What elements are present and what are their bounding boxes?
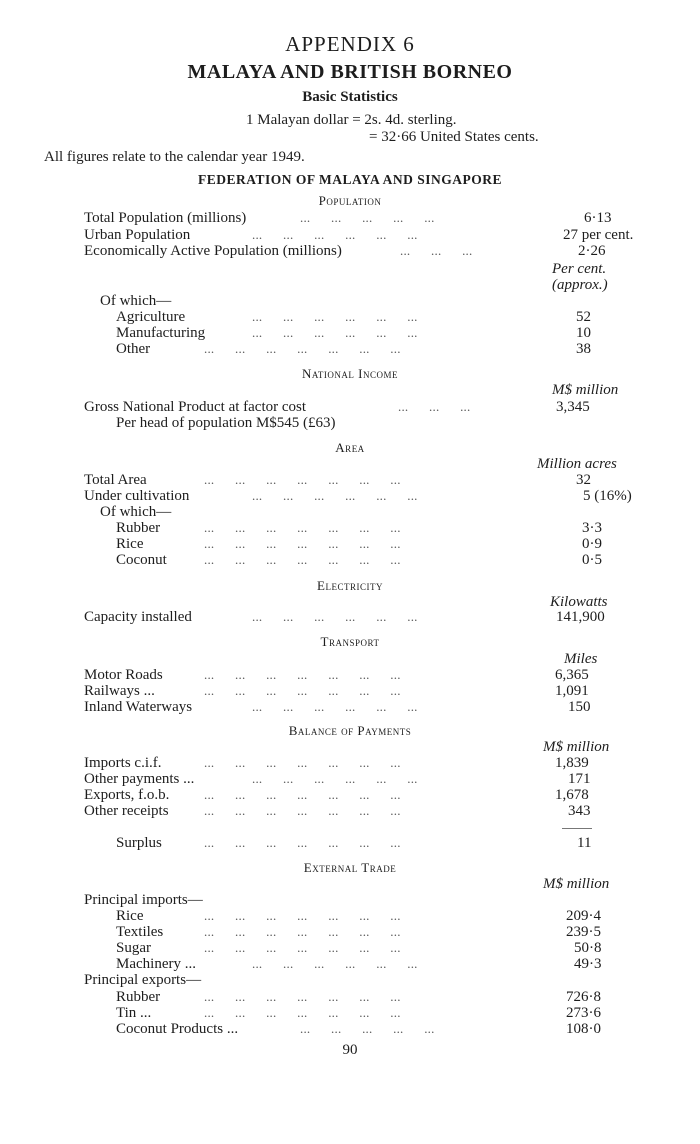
leader-dots: ... ... ... ... ... ... ... (204, 1005, 401, 1020)
appendix-label: APPENDIX 6 (285, 32, 415, 56)
leader-dots: ... ... ... ... ... ... ... (204, 683, 401, 698)
of-which-label: Of which— (100, 504, 172, 520)
import-row-label: Rice (116, 908, 144, 924)
transport-heading: Transport (320, 634, 380, 649)
total-population-value: 6·13 (584, 210, 612, 226)
leader-dots: ... ... ... ... ... ... ... (204, 940, 401, 955)
cultivation-value: 5 (16%) (583, 488, 632, 504)
national-income-heading: National Income (302, 366, 398, 381)
principal-exports-label: Principal exports— (84, 972, 202, 988)
population-row-value: 52 (576, 309, 591, 325)
population-row-value: 10 (576, 325, 591, 341)
leader-dots: ... ... ... ... ... ... (252, 699, 418, 714)
import-row-value: 49·3 (574, 956, 602, 972)
leader-dots: ... ... ... ... ... ... ... (204, 835, 401, 850)
capacity-label: Capacity installed (84, 609, 192, 625)
export-row-label: Rubber (116, 989, 161, 1005)
transport-row-label: Inland Waterways (84, 699, 193, 715)
unit-m-million: M$ million (552, 382, 619, 398)
surplus-value: 11 (577, 835, 592, 851)
payments-row-label: Other payments ... (84, 771, 195, 787)
import-row-label: Machinery ... (116, 956, 196, 972)
page-number: 90 (342, 1042, 358, 1058)
principal-imports-label: Principal imports— (84, 892, 203, 908)
leader-dots: ... ... ... ... ... ... (252, 956, 418, 971)
region-heading: FEDERATION OF MALAYA AND SINGAPORE (197, 172, 503, 187)
urban-population-value: 27 per cent. (563, 227, 634, 243)
transport-row-value: 1,091 (555, 683, 589, 699)
leader-dots: ... ... ... ... ... ... ... (204, 520, 401, 535)
payments-row-value: 343 (568, 803, 591, 819)
population-row-label: Manufacturing (116, 325, 206, 341)
surplus-label: Surplus (116, 835, 162, 851)
leader-dots: ... ... ... ... ... ... ... (204, 787, 401, 802)
unit-per-cent: Per cent. (552, 261, 607, 277)
payments-row-label: Other receipts (84, 803, 169, 819)
leader-dots: ... ... ... ... ... ... (252, 325, 418, 340)
leader-dots: ... ... ... ... ... ... ... (204, 552, 401, 567)
leader-dots: ... ... ... ... ... ... (252, 771, 418, 786)
export-row-label: Coconut Products ... (116, 1021, 239, 1037)
urban-population-label: Urban Population (84, 227, 191, 243)
import-row-value: 209·4 (566, 908, 601, 924)
leader-dots: ... ... ... ... ... ... ... (204, 472, 401, 487)
note: All figures relate to the calendar year 1949. (44, 149, 305, 165)
unit-kilowatts: Kilowatts (550, 594, 608, 610)
population-row-label: Agriculture (116, 309, 186, 325)
subtitle: Basic Statistics (302, 89, 398, 105)
leader-dots: ... ... ... ... ... ... ... (204, 755, 401, 770)
leader-dots: ... ... ... ... ... ... ... (204, 908, 401, 923)
unit-approx: (approx.) (552, 277, 608, 293)
active-population-value: 2·26 (578, 243, 606, 259)
cultivation-label: Under cultivation (84, 488, 190, 504)
electricity-heading: Electricity (317, 578, 383, 593)
population-heading: Population (318, 193, 382, 208)
payments-row-label: Exports, f.o.b. (84, 787, 170, 803)
active-population-label: Economically Active Population (millions) (84, 243, 342, 259)
transport-row-label: Railways ... (84, 683, 155, 699)
area-row-value: 3·3 (582, 520, 602, 536)
import-row-value: 239·5 (566, 924, 601, 940)
leader-dots: ... ... ... (398, 399, 471, 414)
currency-line-2: = 32·66 United States cents. (369, 129, 539, 145)
leader-dots: ... ... ... ... ... (300, 210, 435, 225)
unit-m-million: M$ million (543, 739, 610, 755)
unit-million-acres: Million acres (537, 456, 617, 472)
transport-row-value: 6,365 (555, 667, 589, 683)
export-row-value: 108·0 (566, 1021, 601, 1037)
payments-row-value: 171 (568, 771, 591, 787)
sum-rule (562, 828, 592, 829)
transport-row-value: 150 (568, 699, 591, 715)
leader-dots: ... ... ... ... ... ... ... (204, 667, 401, 682)
transport-row-label: Motor Roads (84, 667, 163, 683)
total-area-label: Total Area (84, 472, 147, 488)
gnp-value: 3,345 (556, 399, 590, 415)
leader-dots: ... ... ... ... ... (300, 1021, 435, 1036)
area-row-label: Rice (116, 536, 144, 552)
balance-of-payments-heading: Balance of Payments (288, 723, 412, 738)
unit-m-million: M$ million (543, 876, 610, 892)
population-row-label: Other (116, 341, 151, 357)
export-row-value: 273·6 (566, 1005, 601, 1021)
gnp-label: Gross National Product at factor cost (84, 399, 307, 415)
leader-dots: ... ... ... ... ... ... ... (204, 341, 401, 356)
leader-dots: ... ... ... ... ... ... ... (204, 536, 401, 551)
page-title: MALAYA AND BRITISH BORNEO (187, 61, 513, 83)
of-which-label: Of which— (100, 293, 172, 309)
capacity-value: 141,900 (556, 609, 605, 625)
external-trade-heading: External Trade (303, 860, 397, 875)
payments-row-label: Imports c.i.f. (84, 755, 162, 771)
per-head-label: Per head of population M$545 (£63) (116, 415, 336, 431)
leader-dots: ... ... ... ... ... ... (252, 488, 418, 503)
unit-miles: Miles (564, 651, 598, 667)
total-area-value: 32 (576, 472, 591, 488)
leader-dots: ... ... ... ... ... ... (252, 609, 418, 624)
area-row-label: Coconut (116, 552, 167, 568)
leader-dots: ... ... ... ... ... ... (252, 227, 418, 242)
leader-dots: ... ... ... ... ... ... (252, 309, 418, 324)
leader-dots: ... ... ... ... ... ... ... (204, 989, 401, 1004)
leader-dots: ... ... ... (400, 243, 473, 258)
population-row-value: 38 (576, 341, 591, 357)
import-row-label: Sugar (116, 940, 151, 956)
currency-line-1: 1 Malayan dollar = 2s. 4d. sterling. (246, 112, 457, 128)
leader-dots: ... ... ... ... ... ... ... (204, 803, 401, 818)
export-row-value: 726·8 (566, 989, 601, 1005)
leader-dots: ... ... ... ... ... ... ... (204, 924, 401, 939)
export-row-label: Tin ... (116, 1005, 152, 1021)
area-row-label: Rubber (116, 520, 161, 536)
total-population-label: Total Population (millions) (84, 210, 247, 226)
import-row-value: 50·8 (574, 940, 602, 956)
import-row-label: Textiles (116, 924, 164, 940)
payments-row-value: 1,678 (555, 787, 589, 803)
area-row-value: 0·5 (582, 552, 602, 568)
area-heading: Area (335, 440, 365, 455)
area-row-value: 0·9 (582, 536, 602, 552)
payments-row-value: 1,839 (555, 755, 589, 771)
